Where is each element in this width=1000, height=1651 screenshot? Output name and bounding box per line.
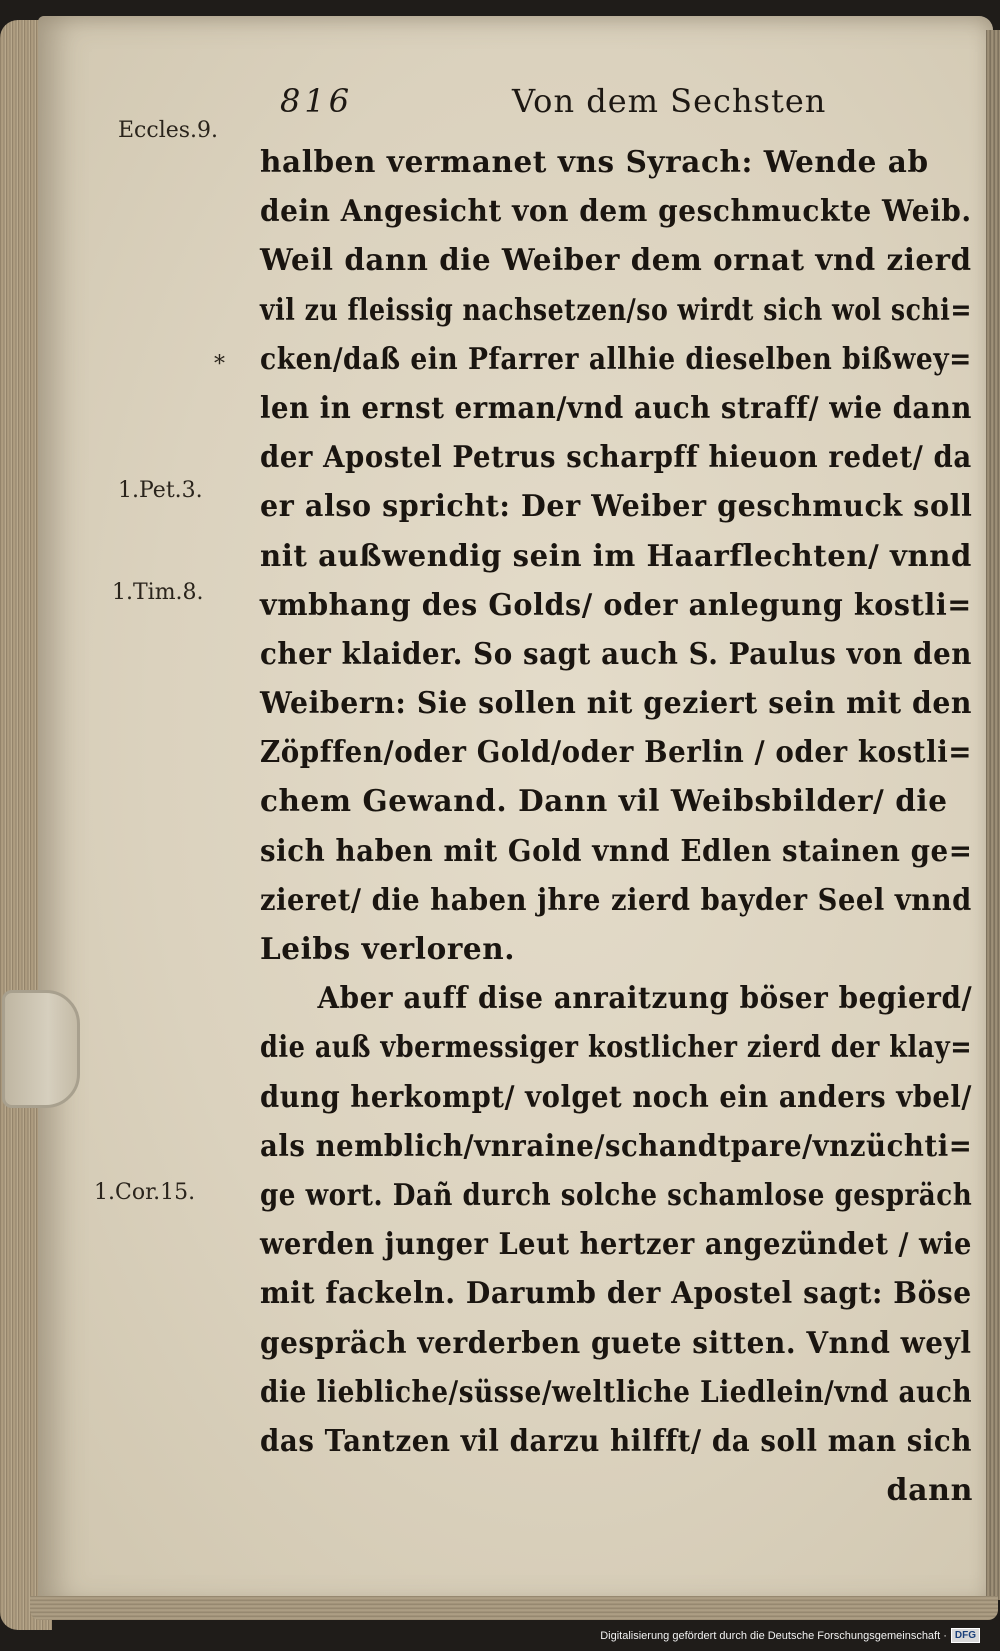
running-head: Von dem Sechsten bbox=[512, 82, 827, 120]
margin-note-asterisk: * bbox=[214, 352, 225, 377]
text-line: das Tantzen vil darzu hilfft/ da soll man sich bbox=[260, 1423, 972, 1459]
text-line: Weibern: Sie sollen nit geziert sein mit den bbox=[260, 686, 973, 722]
text-line: zieret/ die haben jhre zierd bayder Seel vnnd bbox=[260, 882, 972, 918]
text-line: dann bbox=[886, 1473, 973, 1509]
text-line: der Apostel Petrus scharpff hieuon redet/ da bbox=[260, 440, 972, 476]
text-line: cher klaider. So sagt auch S. Paulus von den bbox=[260, 636, 972, 672]
ribbon-marker bbox=[2, 990, 80, 1108]
text-line: dein Angesicht von dem geschmuckte Weib. bbox=[260, 194, 972, 230]
dfg-logo: DFG bbox=[951, 1628, 980, 1643]
text-line: len in ernst erman/vnd auch straff/ wie dann bbox=[260, 390, 972, 426]
text-line: vmbhang des Golds/ oder anlegung kostli= bbox=[260, 587, 972, 623]
digitization-credit bbox=[600, 1628, 980, 1643]
book-bottom-edge bbox=[30, 1596, 998, 1620]
margin-note-cor: 1.Cor.15. bbox=[94, 1180, 196, 1205]
text-line: Leibs verloren. bbox=[260, 932, 516, 967]
text-line: als nemblich/vnraine/schandtpare/vnzüchti= bbox=[260, 1128, 973, 1164]
text-line: cken/daß ein Pfarrer allhie dieselben bißwey= bbox=[260, 341, 972, 377]
text-line: die liebliche/süsse/weltliche Liedlein/vnd auch bbox=[260, 1374, 973, 1410]
page-number: 816 bbox=[280, 82, 354, 120]
margin-note-eccles: Eccles.9. bbox=[118, 118, 219, 143]
text-line: nit außwendig sein im Haarflechten/ vnnd bbox=[260, 538, 972, 574]
body-text bbox=[260, 138, 985, 1515]
text-line: ge wort. Dañ durch solche schamlose gespräch bbox=[260, 1177, 973, 1213]
book-fore-edge bbox=[986, 30, 1000, 1600]
text-line: Weil dann die Weiber dem ornat vnd zierd bbox=[260, 243, 972, 279]
text-line: dung herkompt/ volget noch ein anders vbel/ bbox=[260, 1079, 972, 1115]
text-line: chem Gewand. Dann vil Weibsbilder/ die bbox=[260, 784, 948, 820]
margin-note-tim: 1.Tim.8. bbox=[112, 580, 204, 605]
text-line: vil zu fleissig nachsetzen/so wirdt sich wol schi= bbox=[260, 292, 973, 328]
margin-note-pet: 1.Pet.3. bbox=[118, 478, 203, 503]
text-line: Zöpffen/oder Gold/oder Berlin / oder kostli= bbox=[260, 735, 973, 771]
text-line: gespräch verderben guete sitten. Vnnd weyl bbox=[260, 1325, 972, 1361]
text-line: mit fackeln. Darumb der Apostel sagt: Böse bbox=[260, 1276, 972, 1312]
text-line: werden junger Leut hertzer angezündet / wie bbox=[260, 1227, 972, 1263]
text-line: die auß vbermessiger kostlicher zierd der klay= bbox=[260, 1030, 973, 1066]
text-line: sich haben mit Gold vnnd Edlen stainen ge= bbox=[260, 833, 973, 869]
credit-text: Digitalisierung gefördert durch die Deutsche Forschungsgemeinschaft · bbox=[600, 1629, 947, 1642]
text-line: halben vermanet vns Syrach: Wende ab bbox=[260, 145, 929, 180]
text-line: er also spricht: Der Weiber geschmuck soll bbox=[260, 489, 973, 525]
text-line: Aber auff dise anraitzung böser begierd/ bbox=[317, 981, 973, 1017]
